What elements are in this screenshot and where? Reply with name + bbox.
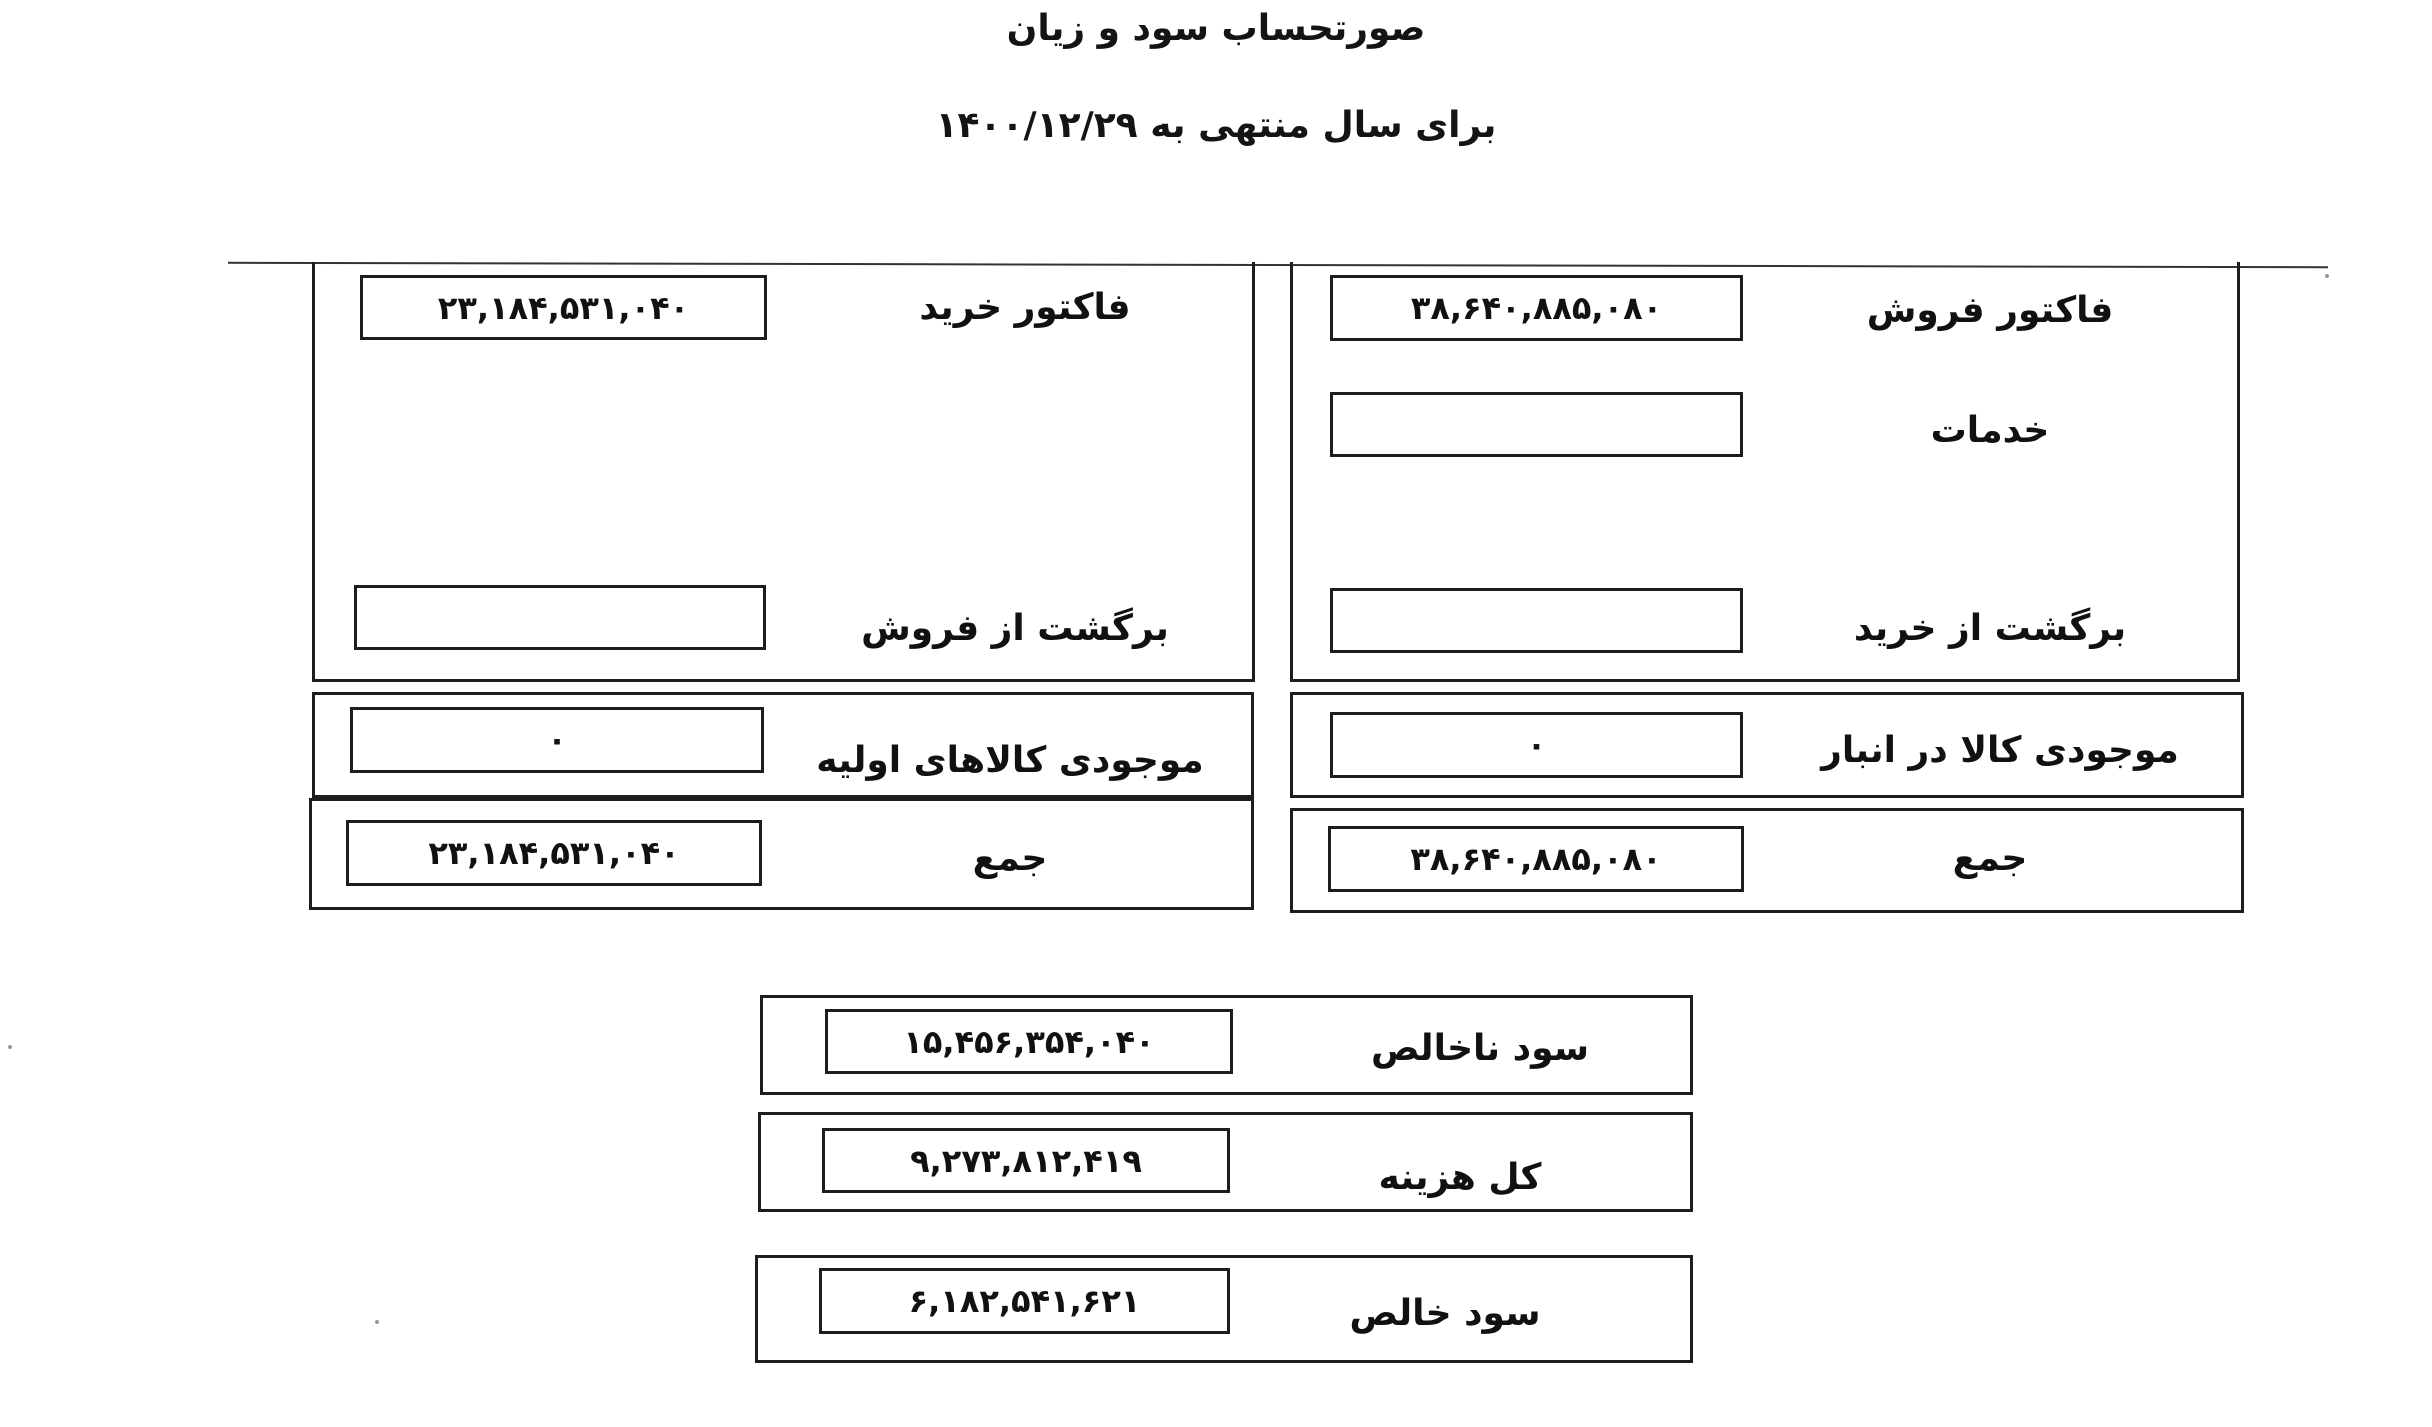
gross-profit-label: سود ناخالص bbox=[1370, 1028, 1590, 1069]
statement-title: صورتحساب سود و زیان bbox=[1006, 8, 1426, 49]
warehouse-inventory-value: ۰ bbox=[1330, 712, 1743, 778]
purchase-invoice-value: ۲۳,۱۸۴,۵۳۱,۰۴۰ bbox=[360, 275, 767, 340]
net-profit-label: سود خالص bbox=[1349, 1293, 1541, 1334]
purchase-invoice-label: فاکتور خرید bbox=[919, 287, 1131, 328]
scan-speck bbox=[8, 1045, 12, 1049]
purchase-returns-label: برگشت از خرید bbox=[1853, 608, 2127, 649]
sales-returns-value bbox=[354, 585, 766, 650]
net-profit-value: ۶,۱۸۲,۵۴۱,۶۲۱ bbox=[819, 1268, 1230, 1334]
statement-subtitle: برای سال منتهی به ۱۴۰۰/۱۲/۲۹ bbox=[935, 105, 1497, 146]
sales-invoice-value: ۳۸,۶۴۰,۸۸۵,۰۸۰ bbox=[1330, 275, 1743, 341]
cost-total-label: جمع bbox=[972, 838, 1048, 879]
total-cost-label: کل هزینه bbox=[1378, 1157, 1542, 1198]
total-cost-value: ۹,۲۷۳,۸۱۲,۴۱۹ bbox=[822, 1128, 1230, 1193]
revenue-total-value: ۳۸,۶۴۰,۸۸۵,۰۸۰ bbox=[1328, 826, 1744, 892]
opening-inventory-label: موجودی کالاهای اولیه bbox=[816, 740, 1204, 781]
opening-inventory-value: ۰ bbox=[350, 707, 764, 773]
services-value bbox=[1330, 392, 1743, 457]
revenue-total-label: جمع bbox=[1952, 838, 2028, 879]
purchase-returns-value bbox=[1330, 588, 1743, 653]
scan-speck bbox=[375, 1320, 379, 1324]
gross-profit-value: ۱۵,۴۵۶,۳۵۴,۰۴۰ bbox=[825, 1009, 1233, 1074]
services-label: خدمات bbox=[1930, 410, 2050, 451]
scan-speck bbox=[2325, 274, 2329, 278]
sales-invoice-label: فاکتور فروش bbox=[1866, 290, 2114, 331]
sales-returns-label: برگشت از فروش bbox=[861, 608, 1169, 649]
cost-total-value: ۲۳,۱۸۴,۵۳۱,۰۴۰ bbox=[346, 820, 762, 886]
warehouse-inventory-label: موجودی کالا در انبار bbox=[1821, 730, 2179, 771]
